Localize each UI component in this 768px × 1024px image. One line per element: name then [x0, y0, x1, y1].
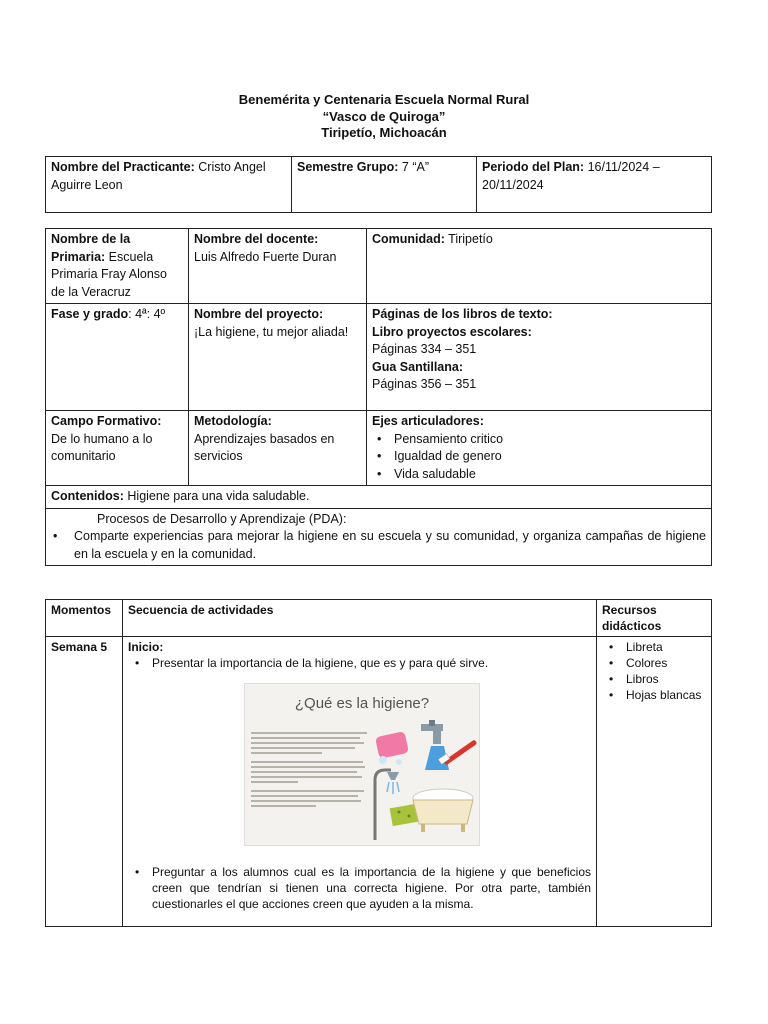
shower-icon — [375, 770, 399, 840]
practicante-cell: Nombre del Practicante: Cristo Angel Aguirre Leon — [46, 157, 292, 213]
activity-plan-table — [45, 599, 712, 927]
list-item: • Libreta — [602, 639, 706, 655]
col-recursos: Recursos didácticos — [597, 600, 712, 637]
pda-cell — [46, 508, 712, 566]
list-item: • Pensamiento critico — [372, 431, 706, 449]
col-momentos: Momentos — [46, 600, 123, 637]
ejes-list — [372, 431, 706, 484]
soap-icon — [375, 731, 409, 765]
primaria-cell: Nombre de la Primaria: Escuela Primaria Fray Alonso de la Veracruz — [46, 229, 189, 304]
list-item: • Vida saludable — [372, 466, 706, 484]
sponge-icon — [390, 804, 419, 826]
metodologia-cell: Metodología: Aprendizajes basados en servicios — [189, 411, 367, 486]
docente-cell: Nombre del docente: Luis Alfredo Fuerte Duran — [189, 229, 367, 304]
slide-text-block — [251, 732, 369, 810]
recursos-list — [602, 639, 706, 703]
hygiene-items-illustration — [369, 720, 479, 842]
list-item: • Hojas blancas — [602, 687, 706, 703]
hygiene-slide-image — [244, 683, 480, 846]
hygiene-slide-title: ¿Qué es la higiene? — [294, 695, 430, 712]
proyecto-cell: Nombre del proyecto: ¡La higiene, tu mejor aliada! — [189, 304, 367, 411]
fase-cell: Fase y grado: 4ª: 4º — [46, 304, 189, 411]
school-location: Tiripetío, Michoacán — [321, 125, 447, 140]
pda-title: Procesos de Desarrollo y Aprendizaje (PDA): — [97, 511, 347, 526]
activity-item: • Presentar la importancia de la higiene, que es y para qué sirve. — [128, 655, 591, 671]
pda-item: • Comparte experiencias para mejorar la higiene en su escuela y su comunidad, y organiza campañas de higiene en la escuela y en la comunidad. — [51, 528, 706, 563]
semestre-cell: Semestre Grupo: 7 “A” — [292, 157, 477, 213]
document-header — [0, 92, 768, 142]
list-item: • Libros — [602, 671, 706, 687]
comunidad-cell: Comunidad: Tiripetío — [367, 229, 712, 304]
inicio-label: Inicio: — [128, 640, 164, 654]
paginas-cell: Páginas de los libros de texto: Libro proyectos escolares: Páginas 334 – 351 Gua Santillana: Páginas 356 – 351 — [367, 304, 712, 411]
campo-cell: Campo Formativo: De lo humano a lo comunitario — [46, 411, 189, 486]
periodo-cell: Periodo del Plan: 16/11/2024 – 20/11/2024 — [477, 157, 712, 213]
practicante-info-table — [45, 156, 712, 213]
col-secuencia: Secuencia de actividades — [123, 600, 597, 637]
school-name: Benemérita y Centenaria Escuela Normal Rural — [238, 92, 530, 107]
secuencia-cell — [123, 637, 597, 927]
list-item: • Igualdad de genero — [372, 448, 706, 466]
school-subtitle: “Vasco de Quiroga” — [322, 108, 446, 124]
bathtub-icon — [413, 789, 473, 832]
list-item: • Colores — [602, 655, 706, 671]
school-info-table — [45, 228, 712, 566]
contenidos-cell: Contenidos: Higiene para una vida saludable. — [46, 486, 712, 509]
activity-item: • Preguntar a los alumnos cual es la importancia de la higiene y que beneficios creen que tendrían si tienen una correcta higiene. Por otra parte, también cuestionarles el que acciones creen que ayuden a la misma. — [128, 864, 591, 912]
semana-cell: Semana 5 — [46, 637, 123, 927]
recursos-cell — [597, 637, 712, 927]
ejes-cell: Ejes articuladores: • Pensamiento critico • Igualdad de genero • Vida saludable — [367, 411, 712, 486]
